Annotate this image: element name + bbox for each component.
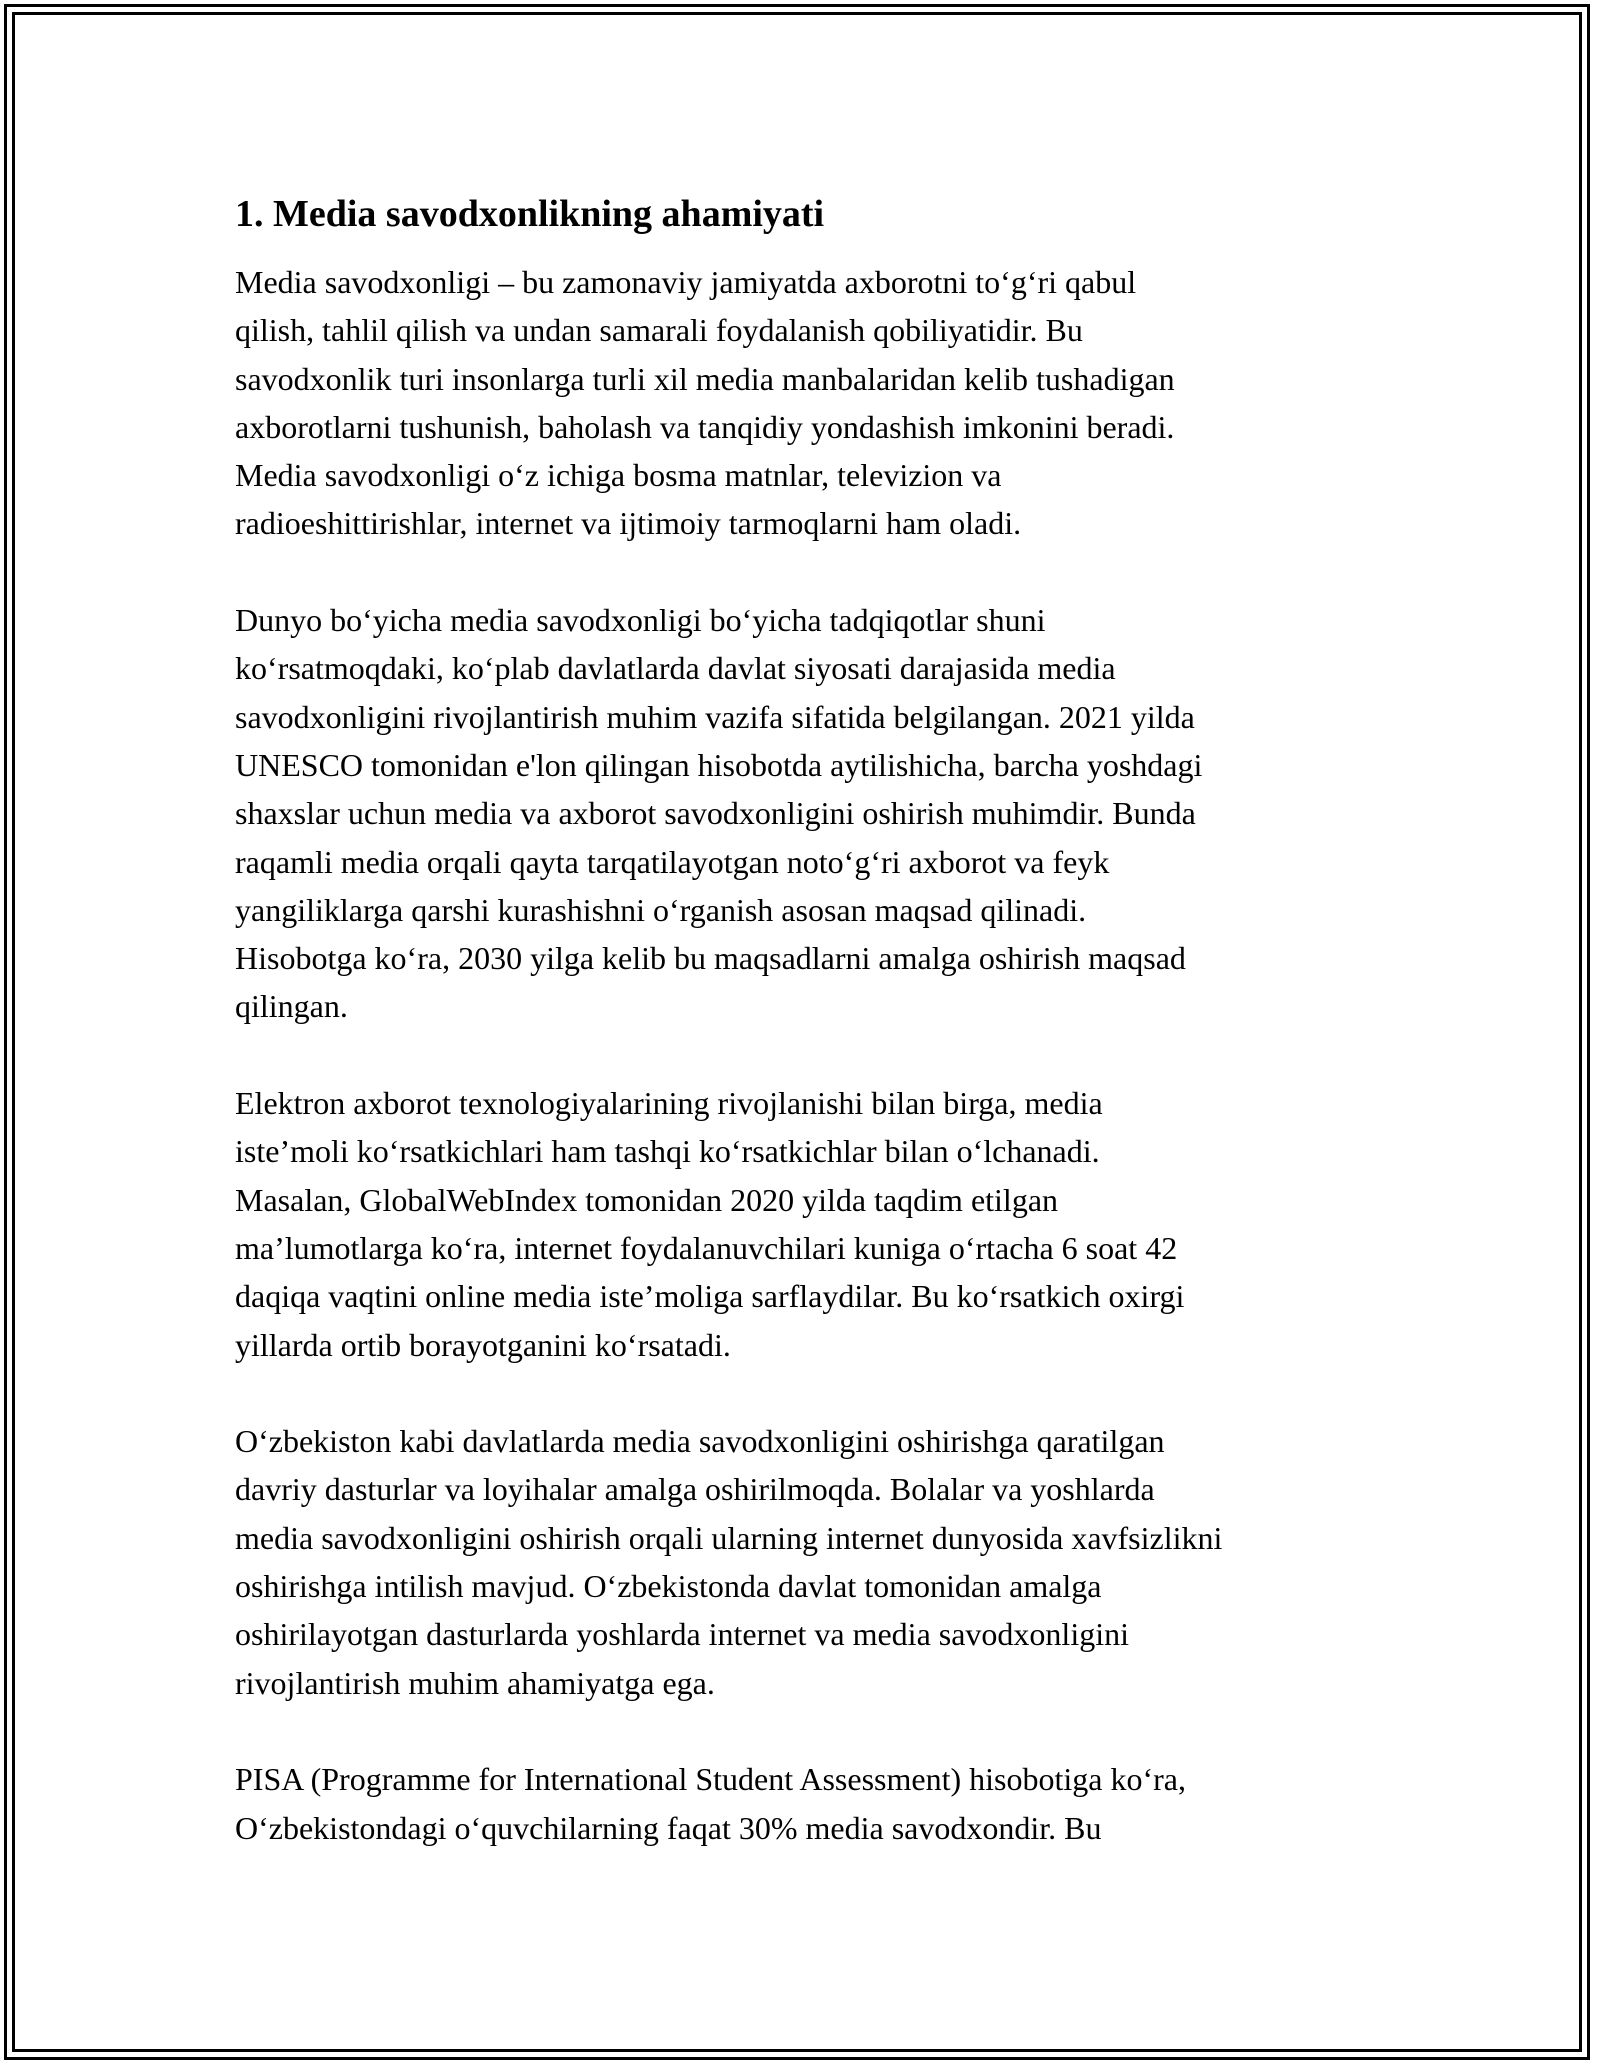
paragraph-world-research [235,596,1385,1031]
document-body [235,188,1385,1900]
paragraph-uzbekistan-programs [235,1417,1385,1707]
text-line: Masalan, GlobalWebIndex tomonidan 2020 yilda taqdim etilgan [235,1181,1059,1218]
text-line: media savodxonligini oshirish orqali ularning internet dunyosida xavfsizlikni [235,1519,1223,1556]
text-line: qilingan. [235,988,348,1025]
text-line: rivojlantirish muhim ahamiyatga ega. [235,1664,715,1701]
text-line: ma’lumotlarga ko‘ra, internet foydalanuvchilari kuniga o‘rtacha 6 soat 42 [235,1229,1178,1266]
text-line: oshirishga intilish mavjud. O‘zbekistonda davlat tomonidan amalga [235,1568,1102,1605]
text-line: davriy dasturlar va loyihalar amalga oshirilmoqda. Bolalar va yoshlarda [235,1471,1155,1508]
paragraph-media-literacy-definition [235,258,1385,548]
text-line: yangiliklarga qarshi kurashishni o‘rganish asosan maqsad qilinadi. [235,891,1087,928]
text-line: axborotlarni tushunish, baholash va tanqidiy yondashish imkonini beradi. [235,408,1175,445]
text-line: ko‘rsatmoqdaki, ko‘plab davlatlarda davlat siyosati darajasida media [235,650,1116,687]
text-line: UNESCO tomonidan e'lon qilingan hisobotda aytilishicha, barcha yoshdagi [235,746,1203,783]
text-line: yillarda ortib borayotganini ko‘rsatadi. [235,1326,731,1363]
text-line: oshirilayotgan dasturlarda yoshlarda internet va media savodxonligini [235,1616,1129,1653]
text-line: radioeshittirishlar, internet va ijtimoiy tarmoqlarni ham oladi. [235,505,1022,542]
text-line: shaxslar uchun media va axborot savodxonligini oshirish muhimdir. Bunda [235,795,1196,832]
text-line: qilish, tahlil qilish va undan samarali foydalanish qobiliyatidir. Bu [235,312,1083,349]
paragraph-media-consumption [235,1079,1385,1369]
text-line: Media savodxonligi o‘z ichiga bosma matnlar, televizion va [235,457,1002,494]
section-heading: 1. Media savodxonlikning ahamiyati [235,193,825,235]
text-line: Hisobotga ko‘ra, 2030 yilga kelib bu maqsadlarni amalga oshirish maqsad [235,940,1186,977]
text-line: Media savodxonligi – bu zamonaviy jamiyatda axborotni to‘g‘ri qabul [235,264,1137,300]
text-line: PISA (Programme for International Student Assessment) hisobotiga ko‘ra, [235,1761,1186,1798]
paragraph-pisa-report [235,1755,1385,1852]
text-line: Dunyo bo‘yicha media savodxonligi bo‘yicha tadqiqotlar shuni [235,602,1046,639]
text-line: iste’moli ko‘rsatkichlari ham tashqi ko‘rsatkichlar bilan o‘lchanadi. [235,1133,1100,1170]
text-line: O‘zbekistondagi o‘quvchilarning faqat 30% media savodxondir. Bu [235,1809,1102,1846]
text-line: savodxonligini rivojlantirish muhim vazifa sifatida belgilangan. 2021 yilda [235,698,1195,735]
text-line: Elektron axborot texnologiyalarining rivojlanishi bilan birga, media [235,1085,1103,1122]
text-line: raqamli media orqali qayta tarqatilayotgan noto‘g‘ri axborot va feyk [235,843,1110,880]
text-line: daqiqa vaqtini online media iste’moliga sarflaydilar. Bu ko‘rsatkich oxirgi [235,1278,1185,1315]
text-line: savodxonlik turi insonlarga turli xil media manbalaridan kelib tushadigan [235,360,1175,397]
text-line: O‘zbekiston kabi davlatlarda media savodxonligini oshirishga qaratilgan [235,1423,1165,1460]
